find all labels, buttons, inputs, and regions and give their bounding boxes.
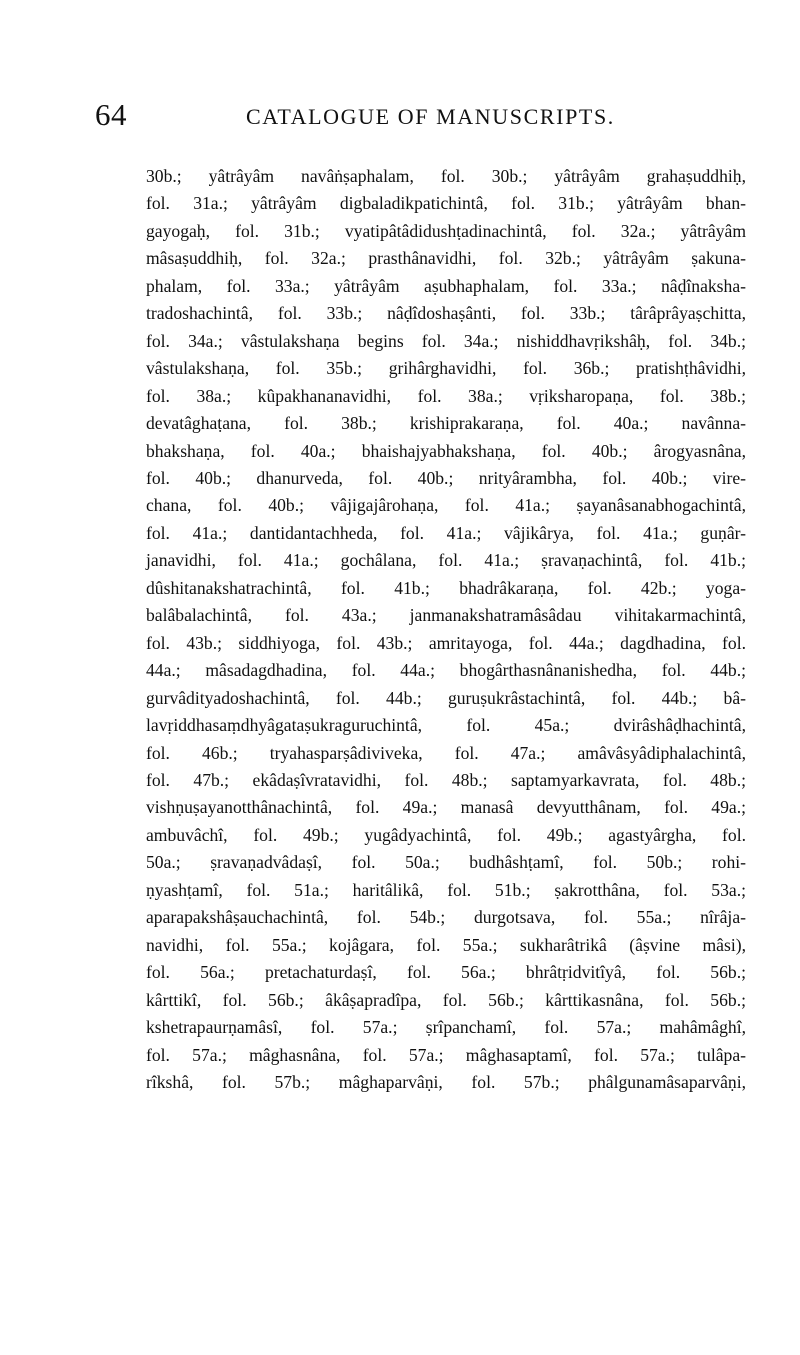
text-line: janavidhi, fol. 41a.; gochâlana, fol. 41a.; ṣravaṇachintâ, fol. 41b.; xyxy=(146,550,746,571)
text-line: fol. 43b.; siddhiyoga, fol. 43b.; amritayoga, fol. 44a.; dagdhadina, fol. xyxy=(146,632,746,653)
page-number: 64 xyxy=(95,97,127,132)
text-line: fol. 56a.; pretachaturdaṣî, fol. 56a.; bhrâtṛidvitîyâ, fol. 56b.; xyxy=(146,962,746,983)
text-line: navidhi, fol. 55a.; kojâgara, fol. 55a.; sukharâtrikâ (âṣvine mâsi), xyxy=(146,934,746,955)
running-title: CATALOGUE OF MANUSCRIPTS. xyxy=(246,104,615,129)
text-line: tradoshachintâ, fol. 33b.; nâḍîdoshaṣânti, fol. 33b.; târâprâyaṣchitta, xyxy=(146,303,746,324)
text-line: fol. 46b.; tryahasparṣâdiviveka, fol. 47a.; amâvâsyâdiphalachintâ, xyxy=(146,742,746,763)
text-line: 50a.; ṣravaṇadvâdaṣî, fol. 50a.; budhâshṭamî, fol. 50b.; rohi- xyxy=(146,852,746,873)
text-line: kârttikî, fol. 56b.; âkâṣapradîpa, fol. 56b.; kârttikasnâna, fol. 56b.; xyxy=(146,989,746,1010)
text-line: vâstulakshaṇa, fol. 35b.; grihârghavidhi, fol. 36b.; pratishṭhâvidhi, xyxy=(146,358,746,379)
text-line: mâsaṣuddhiḥ, fol. 32a.; prasthânavidhi, fol. 32b.; yâtrâyâm ṣakuna- xyxy=(146,248,746,269)
text-line: fol. 57a.; mâghasnâna, fol. 57a.; mâghasaptamî, fol. 57a.; tulâpa- xyxy=(146,1044,746,1065)
text-line: fol. 31a.; yâtrâyâm digbaladikpatichintâ, fol. 31b.; yâtrâyâm bhan- xyxy=(146,193,746,214)
text-line: ṇyashṭamî, fol. 51a.; haritâlikâ, fol. 51b.; ṣakrotthâna, fol. 53a.; xyxy=(146,879,746,900)
text-line: aparapakshâṣauchachintâ, fol. 54b.; durgotsava, fol. 55a.; nîrâja- xyxy=(146,907,746,928)
catalogue-entry-text xyxy=(146,163,746,1096)
text-line: ambuvâchî, fol. 49b.; yugâdyachintâ, fol. 49b.; agastyârgha, fol. xyxy=(146,824,746,845)
text-line: rîkshâ, fol. 57b.; mâghaparvâṇi, fol. 57b.; phâlgunamâsaparvâṇi, xyxy=(146,1071,746,1092)
text-line: dûshitanakshatrachintâ, fol. 41b.; bhadrâkaraṇa, fol. 42b.; yoga- xyxy=(146,577,746,598)
text-line: balâbalachintâ, fol. 43a.; janmanakshatramâsâdau vihitakarmachintâ, xyxy=(146,605,746,626)
text-line: kshetrapaurṇamâsî, fol. 57a.; ṣrîpanchamî, fol. 57a.; mahâmâghî, xyxy=(146,1017,746,1038)
text-line: gayogaḥ, fol. 31b.; vyatipâtâdidushṭadinachintâ, fol. 32a.; yâtrâyâm xyxy=(146,220,746,241)
text-line: bhakshaṇa, fol. 40a.; bhaishajyabhakshaṇa, fol. 40b.; ârogyasnâna, xyxy=(146,440,746,461)
text-line: fol. 34a.; vâstulakshaṇa begins fol. 34a.; nishiddhavṛikshâḥ, fol. 34b.; xyxy=(146,330,746,351)
text-line: devatâghaṭana, fol. 38b.; krishiprakaraṇa, fol. 40a.; navânna- xyxy=(146,413,746,434)
text-line: phalam, fol. 33a.; yâtrâyâm aṣubhaphalam, fol. 33a.; nâḍînaksha- xyxy=(146,275,746,296)
text-line: gurvâdityadoshachintâ, fol. 44b.; guruṣukrâstachintâ, fol. 44b.; bâ- xyxy=(146,687,746,708)
text-line: fol. 40b.; dhanurveda, fol. 40b.; nrityârambha, fol. 40b.; vire- xyxy=(146,467,746,488)
page-header xyxy=(0,98,800,134)
text-line: lavṛiddhasaṃdhyâgataṣukraguruchintâ, fol. 45a.; dvirâshâḍhachintâ, xyxy=(146,715,746,736)
text-line: fol. 38a.; kûpakhananavidhi, fol. 38a.; vṛiksharopaṇa, fol. 38b.; xyxy=(146,385,746,406)
text-line: vishṇuṣayanotthânachintâ, fol. 49a.; manasâ devyutthânam, fol. 49a.; xyxy=(146,797,746,818)
text-line: fol. 47b.; ekâdaṣîvratavidhi, fol. 48b.; saptamyarkavrata, fol. 48b.; xyxy=(146,769,746,790)
text-line: chana, fol. 40b.; vâjigajârohaṇa, fol. 41a.; ṣayanâsanabhogachintâ, xyxy=(146,495,746,516)
text-line: 44a.; mâsadagdhadina, fol. 44a.; bhogârthasnânanishedha, fol. 44b.; xyxy=(146,660,746,681)
text-line: fol. 41a.; dantidantachheda, fol. 41a.; vâjikârya, fol. 41a.; guṇâr- xyxy=(146,522,746,543)
text-line: 30b.; yâtrâyâm navâṅṣaphalam, fol. 30b.; yâtrâyâm grahaṣuddhiḥ, xyxy=(146,166,746,186)
